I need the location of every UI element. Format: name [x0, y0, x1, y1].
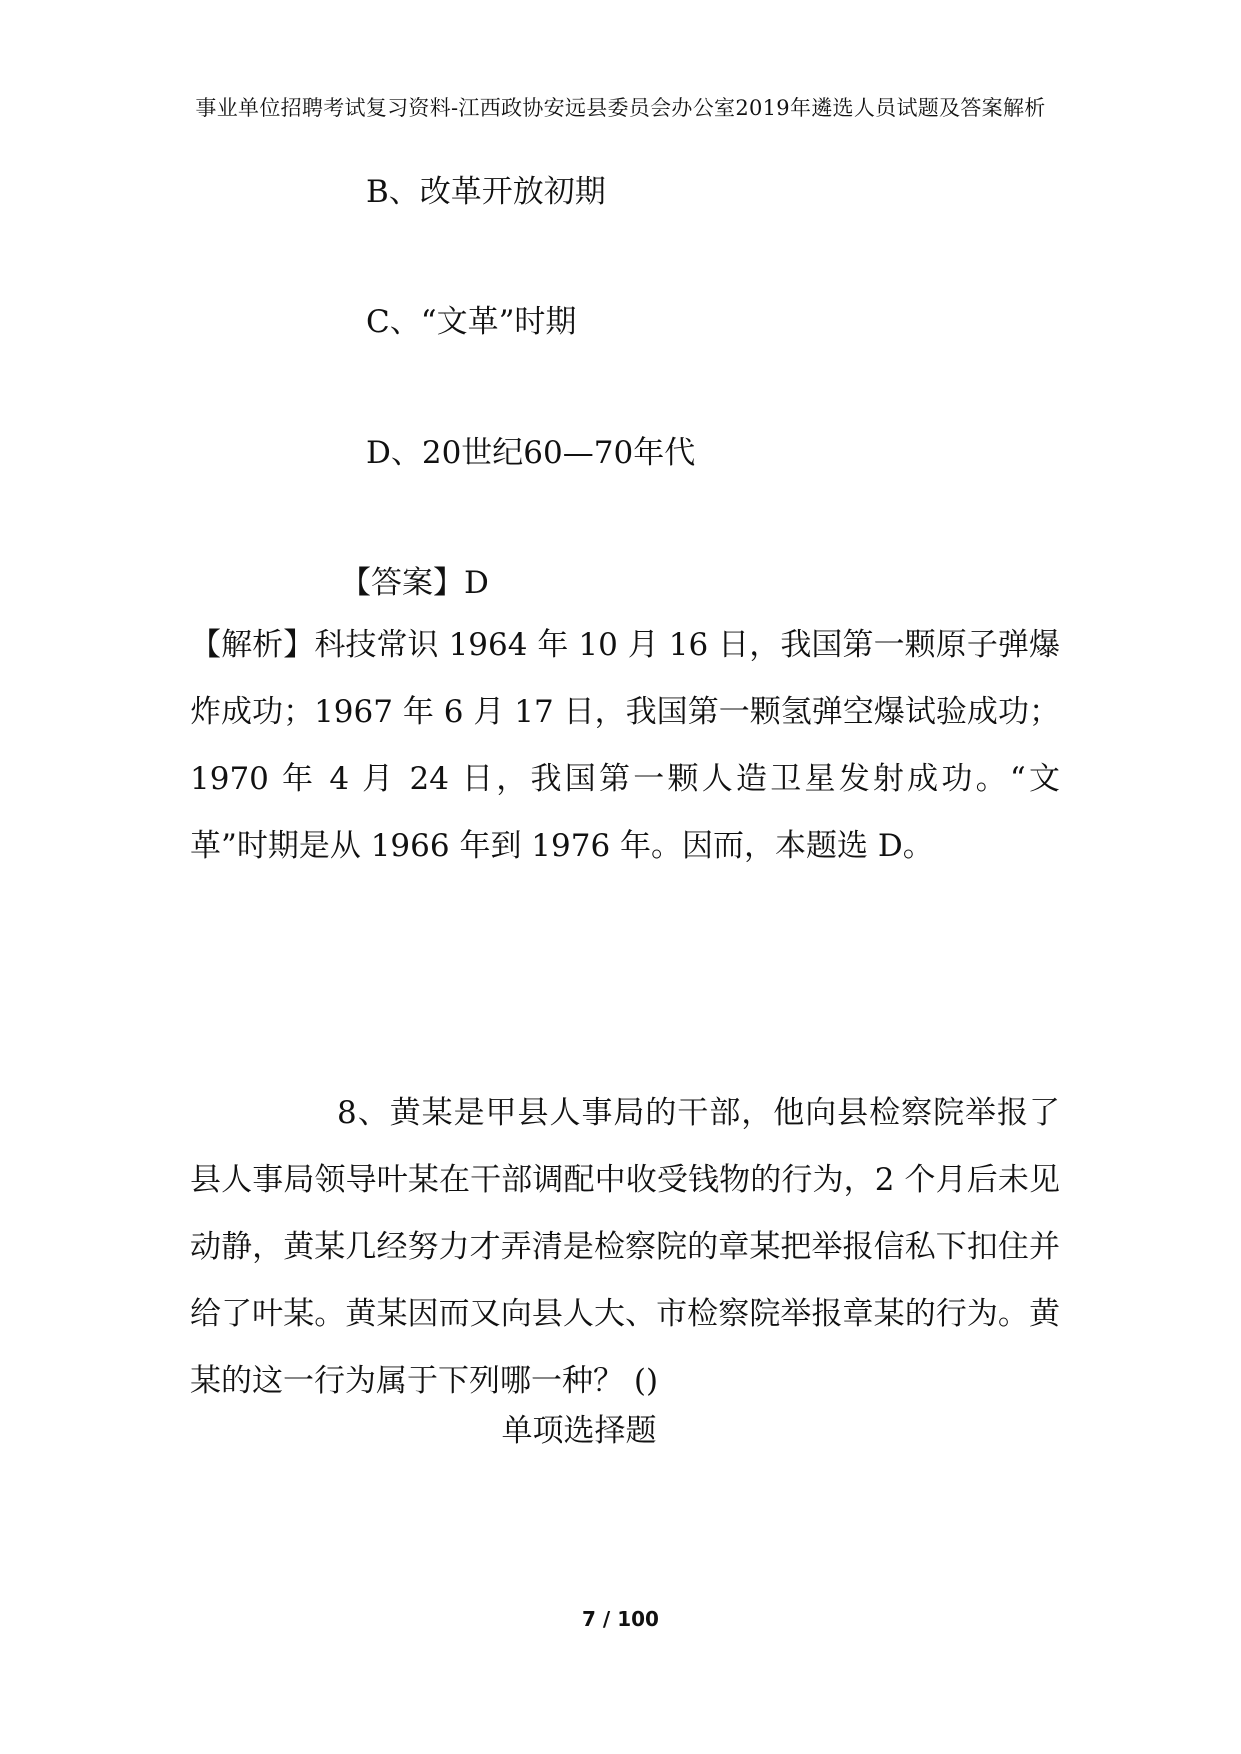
- page-number: 7 / 100: [582, 1607, 659, 1631]
- option-b: B、改革开放初期: [366, 174, 606, 210]
- question-type-label: 单项选择题: [501, 1413, 657, 1449]
- document-header: 事业单位招聘考试复习资料-江西政协安远县委员会办公室2019年遴选人员试题及答案解析: [195, 96, 1046, 120]
- analysis-paragraph: 【解析】科技常识 1964 年 10 月 16 日，我国第一颗原子弹爆炸成功；1967 年 6 月 17 日，我国第一颗氢弹空爆试验成功；1970 年 4 月 24 日，我国第一颗人造卫星发射成功。“文革”时期是从 1966 年到 1976 年。因而，本题选 D。: [190, 627, 1060, 864]
- option-d: D、20世纪60—70年代: [366, 435, 696, 471]
- option-c: C、“文革”时期: [366, 304, 577, 340]
- question-paragraph: 8、黄某是甲县人事局的干部，他向县检察院举报了县人事局领导叶某在干部调配中收受钱物的行为，2 个月后未见动静，黄某几经努力才弄清是检察院的章某把举报信私下扣住并给了叶某。黄某因而又向县人大、市检察院举报章某的行为。黄某的这一行为属于下列哪一种？ (): [190, 1095, 1060, 1399]
- answer-line: 【答案】D: [340, 565, 489, 601]
